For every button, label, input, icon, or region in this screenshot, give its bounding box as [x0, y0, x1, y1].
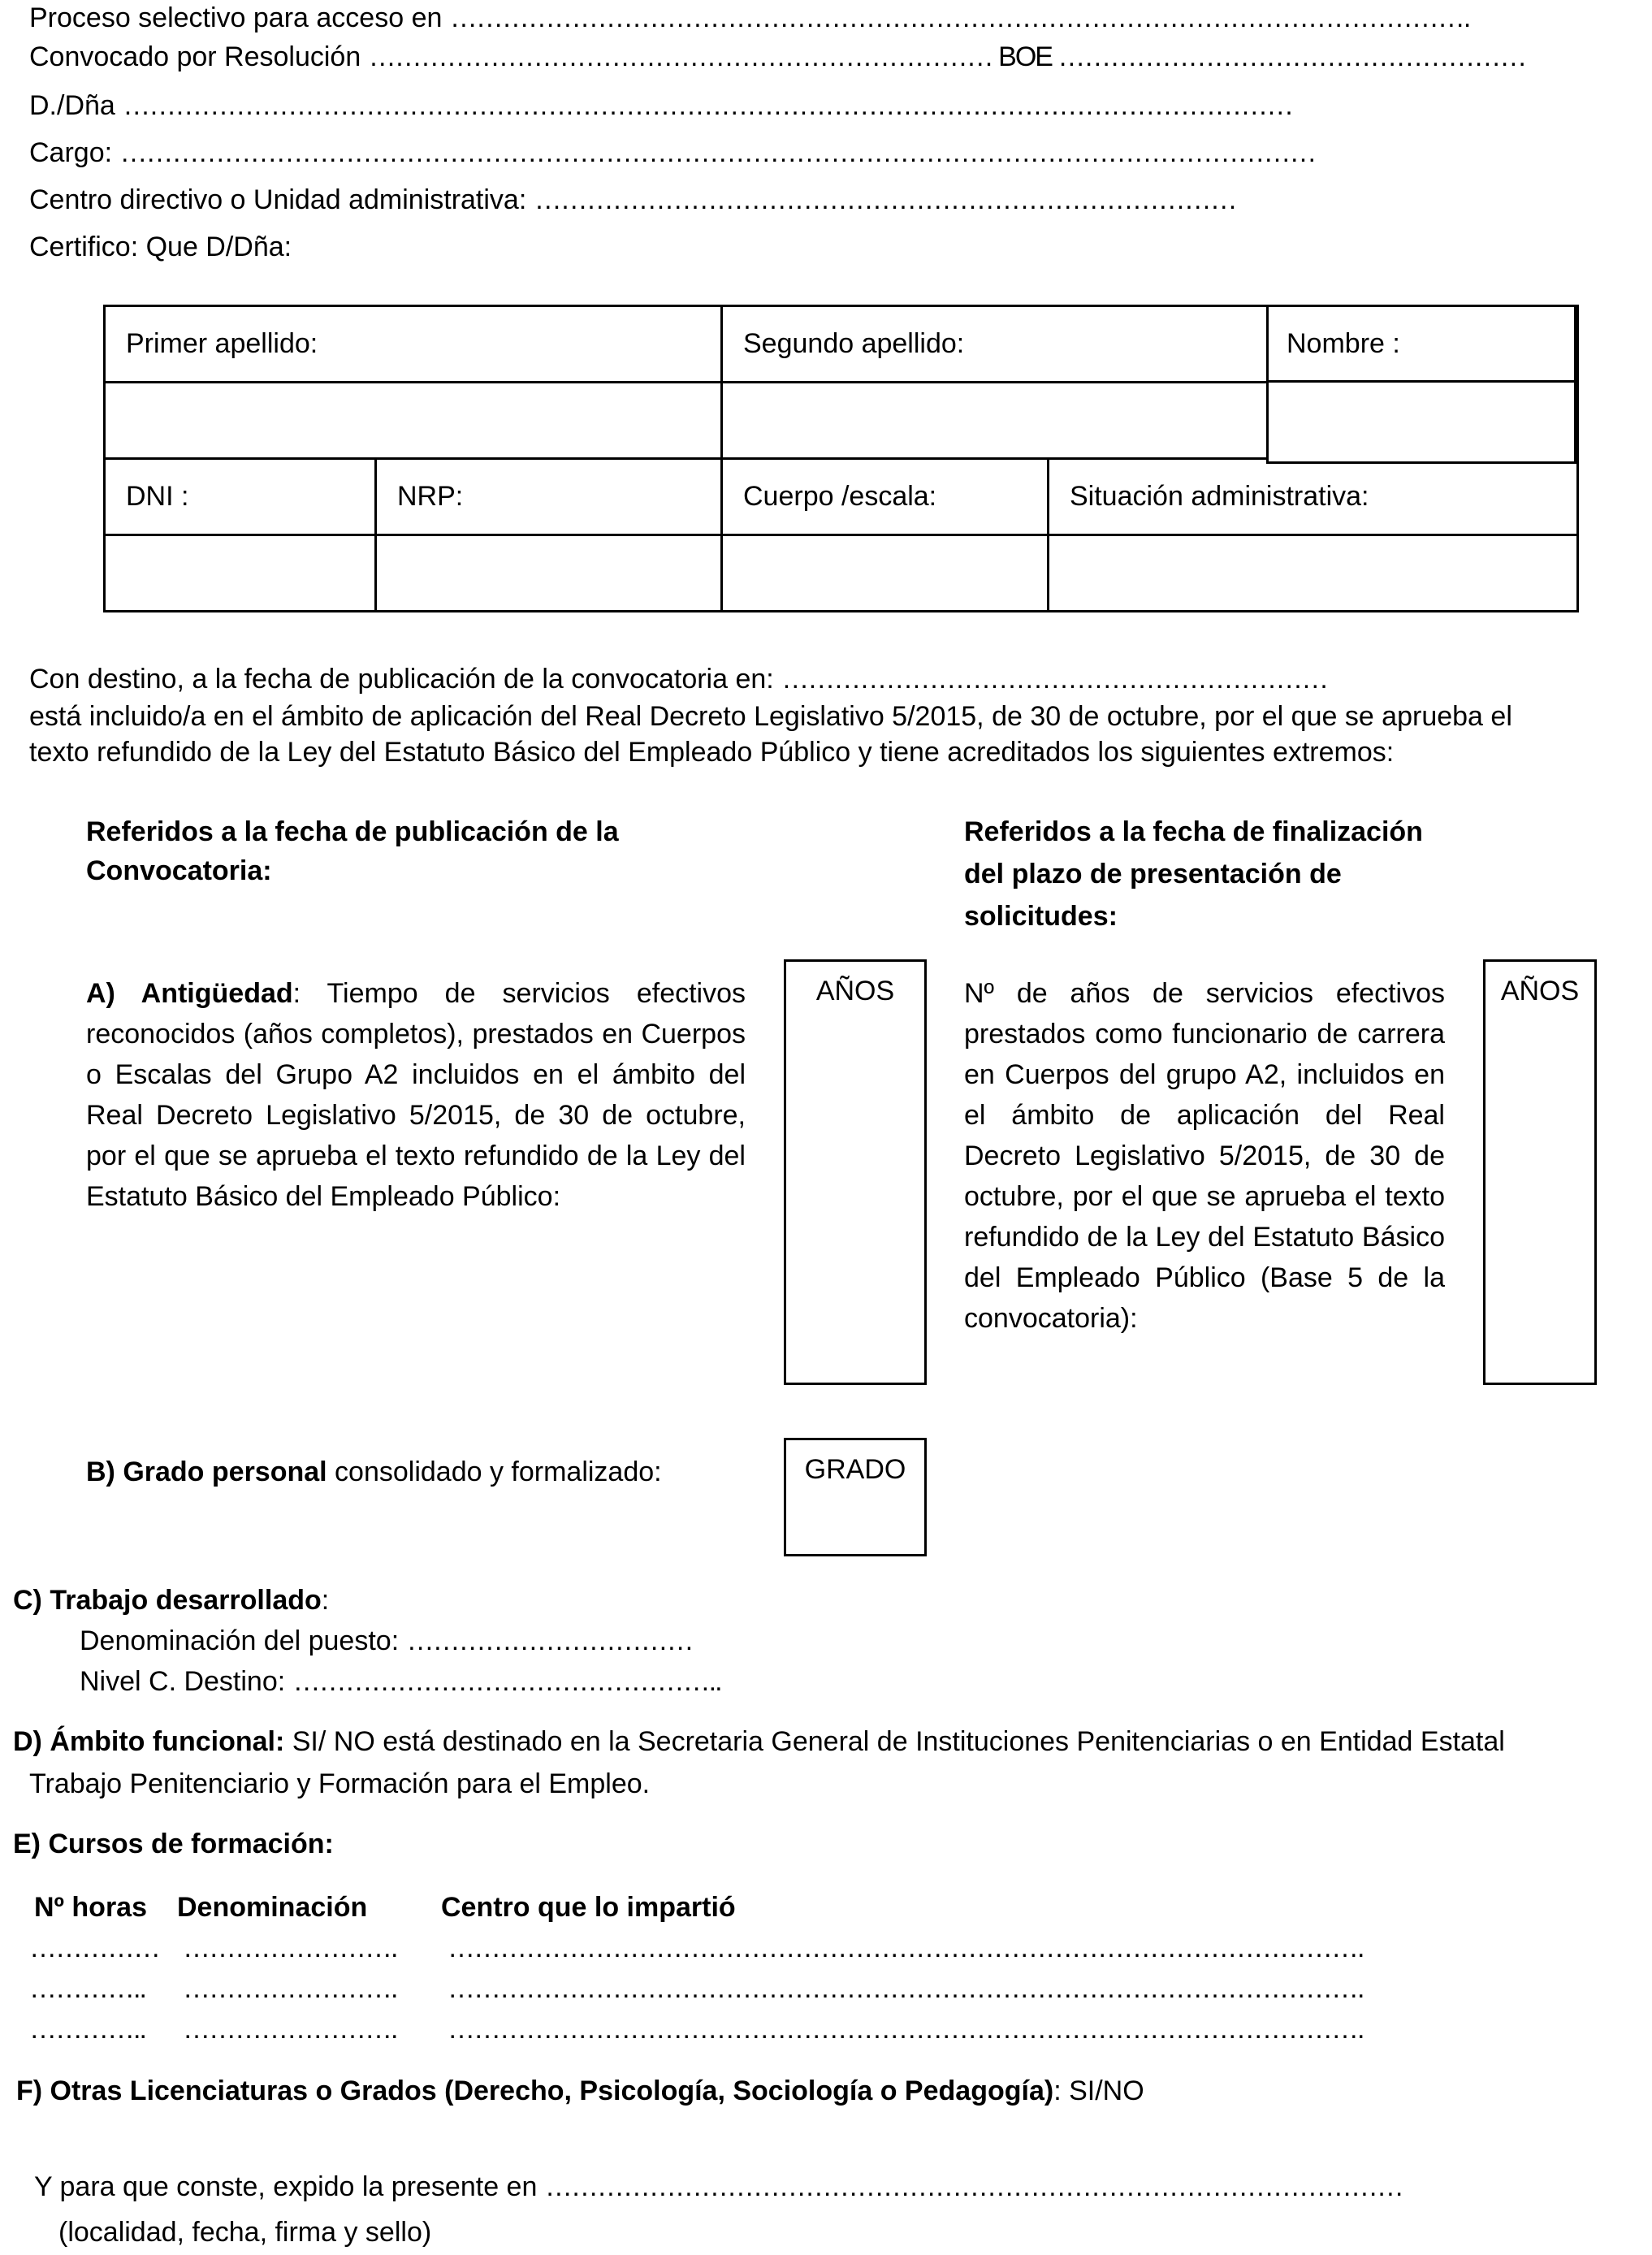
- section-d-body: SI/ NO está destinado en la Secretaria General de Instituciones Penitenciarias o en Entidad Estatal: [284, 1726, 1505, 1757]
- curso-2-denominacion[interactable]: …………………….: [183, 1973, 397, 2004]
- right-heading-3: solicitudes:: [964, 901, 1118, 932]
- curso-1-centro[interactable]: …………………………………………………………………………………………….: [448, 1933, 1364, 1963]
- destino-fill-line[interactable]: ………………………………………………………: [781, 664, 1328, 695]
- situacion-header: Situación administrativa:: [1049, 459, 1578, 535]
- curso-2-centro[interactable]: …………………………………………………………………………………………….: [448, 1973, 1364, 2004]
- right-heading-1: Referidos a la fecha de finalización: [964, 816, 1423, 847]
- section-e-col-horas: Nº horas: [34, 1892, 148, 1923]
- proceso-fill-line[interactable]: ……………………………………………………………………………………………………….: [449, 2, 1470, 33]
- closing-label: Y para que conste, expido la presente en: [34, 2171, 538, 2202]
- header-line-cargo: [29, 136, 1316, 170]
- left-heading-1: Referidos a la fecha de publicación de la: [86, 816, 619, 847]
- curso-1-horas[interactable]: ……………: [29, 1933, 159, 1963]
- situacion-field[interactable]: [1049, 535, 1578, 612]
- header-line-convocado: [29, 41, 1525, 74]
- curso-1-denominacion[interactable]: …………………….: [183, 1933, 397, 1963]
- section-b-grado-box[interactable]: [784, 1438, 927, 1556]
- curso-3-centro[interactable]: …………………………………………………………………………………………….: [448, 2014, 1364, 2045]
- curso-3-horas[interactable]: …………..: [29, 2014, 145, 2045]
- section-c-colon: :: [321, 1585, 330, 1616]
- cuerpo-escala-header: Cuerpo /escala:: [722, 459, 1049, 535]
- proceso-label: Proceso selectivo para acceso en: [29, 2, 443, 33]
- section-b-grado-label: GRADO: [804, 1454, 906, 1485]
- section-e-col-centro: Centro que lo impartió: [441, 1892, 736, 1923]
- section-a-anos-box[interactable]: [784, 959, 927, 1385]
- section-a-right-anos-label: AÑOS: [1500, 976, 1580, 1006]
- section-b-body: consolidado y formalizado:: [327, 1456, 662, 1487]
- dna-label: D./Dña: [29, 90, 115, 121]
- nombre-header: [1269, 305, 1576, 383]
- left-heading-2: Convocatoria:: [86, 855, 272, 886]
- closing-line1: [34, 2171, 1403, 2204]
- curso-2-horas[interactable]: …………..: [29, 1973, 145, 2004]
- nombre-field[interactable]: [1269, 383, 1576, 464]
- section-a-text: [86, 973, 746, 1217]
- section-c-line1: [80, 1625, 693, 1658]
- nombre-label: Nombre :: [1287, 327, 1400, 359]
- section-a-body: : Tiempo de servicios efectivos reconocidos (años completos), prestados en Cuerpos o Escalas del Grupo A2 incluidos en el ámbito del Real Decreto Legislativo 5/2015, de 30 de octubre, por el que se aprueba el texto refundido de la Ley del Estatuto Básico del Empleado Público:: [86, 978, 746, 1212]
- section-c-label: C) Trabajo desarrollado: [13, 1585, 322, 1616]
- curso-3-denominacion[interactable]: …………………….: [183, 2014, 397, 2045]
- nivel-destino-label: Nivel C. Destino:: [80, 1666, 286, 1697]
- section-d-line2: Trabajo Penitenciario y Formación para el Empleo.: [29, 1768, 651, 1799]
- convocado-label: Convocado por Resolución: [29, 41, 361, 72]
- dni-field[interactable]: [105, 535, 376, 612]
- section-a-right-text: Nº de años de servicios efectivos prestados como funcionario de carrera en Cuerpos del grupo A2, incluidos en el ámbito de aplicación del Real Decreto Legislativo 5/2015, de 30 de octubre, por el que se aprueba el texto refundido de la Ley del Estatuto Básico del Empleado Público (Base 5 de la convocatoria):: [964, 978, 1445, 1334]
- denominacion-puesto-fill[interactable]: ……………………………: [406, 1625, 693, 1656]
- centro-label: Centro directivo o Unidad administrativa:: [29, 184, 527, 215]
- destino-label: Con destino, a la fecha de publicación de la convocatoria en:: [29, 664, 774, 695]
- section-f-body: : SI/NO: [1053, 2075, 1144, 2106]
- nrp-field[interactable]: [376, 535, 722, 612]
- header-line-proceso: [29, 2, 1469, 35]
- header-line-centro: [29, 184, 1236, 217]
- section-a-anos-label: AÑOS: [815, 976, 895, 1006]
- section-c-line2: [80, 1665, 721, 1699]
- section-b-label: B) Grado personal: [86, 1456, 327, 1487]
- cuerpo-escala-field[interactable]: [722, 535, 1049, 612]
- dni-header: DNI :: [105, 459, 376, 535]
- certifico-line: Certifico: Que D/Dña:: [29, 232, 292, 262]
- section-c-heading: [13, 1584, 329, 1617]
- convocado-fill-line[interactable]: ……………………………………………………………… BOE ………………………………………………: [368, 41, 1526, 72]
- section-d-label: D) Ámbito funcional:: [13, 1726, 285, 1757]
- cargo-fill-line[interactable]: …………………………………………………………………………………………………………………………: [119, 137, 1316, 168]
- nivel-destino-fill[interactable]: …………………………………………..: [292, 1666, 721, 1697]
- cargo-label: Cargo:: [29, 137, 113, 168]
- closing-fill-line[interactable]: ………………………………………………………………………………………: [544, 2171, 1403, 2202]
- section-d-line1: [13, 1725, 1505, 1759]
- closing-line2: (localidad, fecha, firma y sello): [58, 2217, 432, 2248]
- nrp-header: NRP:: [376, 459, 722, 535]
- section-f-line: [16, 2075, 1144, 2108]
- destino-line3: texto refundido de la Ley del Estatuto Básico del Empleado Público y tiene acreditados los siguientes extremos:: [29, 737, 1395, 768]
- primer-apellido-field[interactable]: [105, 383, 722, 459]
- segundo-apellido-label: Segundo apellido:: [743, 328, 965, 360]
- section-e-label: E) Cursos de formación:: [13, 1829, 334, 1859]
- section-b-text: [86, 1456, 662, 1489]
- section-a-label: A) Antigüedad: [86, 978, 293, 1009]
- right-heading-2: del plazo de presentación de: [964, 859, 1342, 889]
- dna-fill-line[interactable]: ………………………………………………………………………………………………………………………: [123, 90, 1293, 121]
- destino-line2: está incluido/a en el ámbito de aplicación del Real Decreto Legislativo 5/2015, de 30 de octubre, por el que se aprueba el: [29, 701, 1512, 732]
- centro-fill-line[interactable]: ………………………………………………………………………: [534, 184, 1236, 215]
- section-a-right-anos-box[interactable]: [1483, 959, 1597, 1385]
- header-line-dna: [29, 89, 1292, 123]
- section-f-label: F) Otras Licenciaturas o Grados (Derecho, Psicología, Sociología o Pedagogía): [16, 2075, 1054, 2106]
- destino-line1: [29, 663, 1327, 696]
- section-e-col-denominacion: Denominación: [177, 1892, 368, 1923]
- primer-apellido-header: Primer apellido:: [105, 306, 722, 383]
- denominacion-puesto-label: Denominación del puesto:: [80, 1625, 400, 1656]
